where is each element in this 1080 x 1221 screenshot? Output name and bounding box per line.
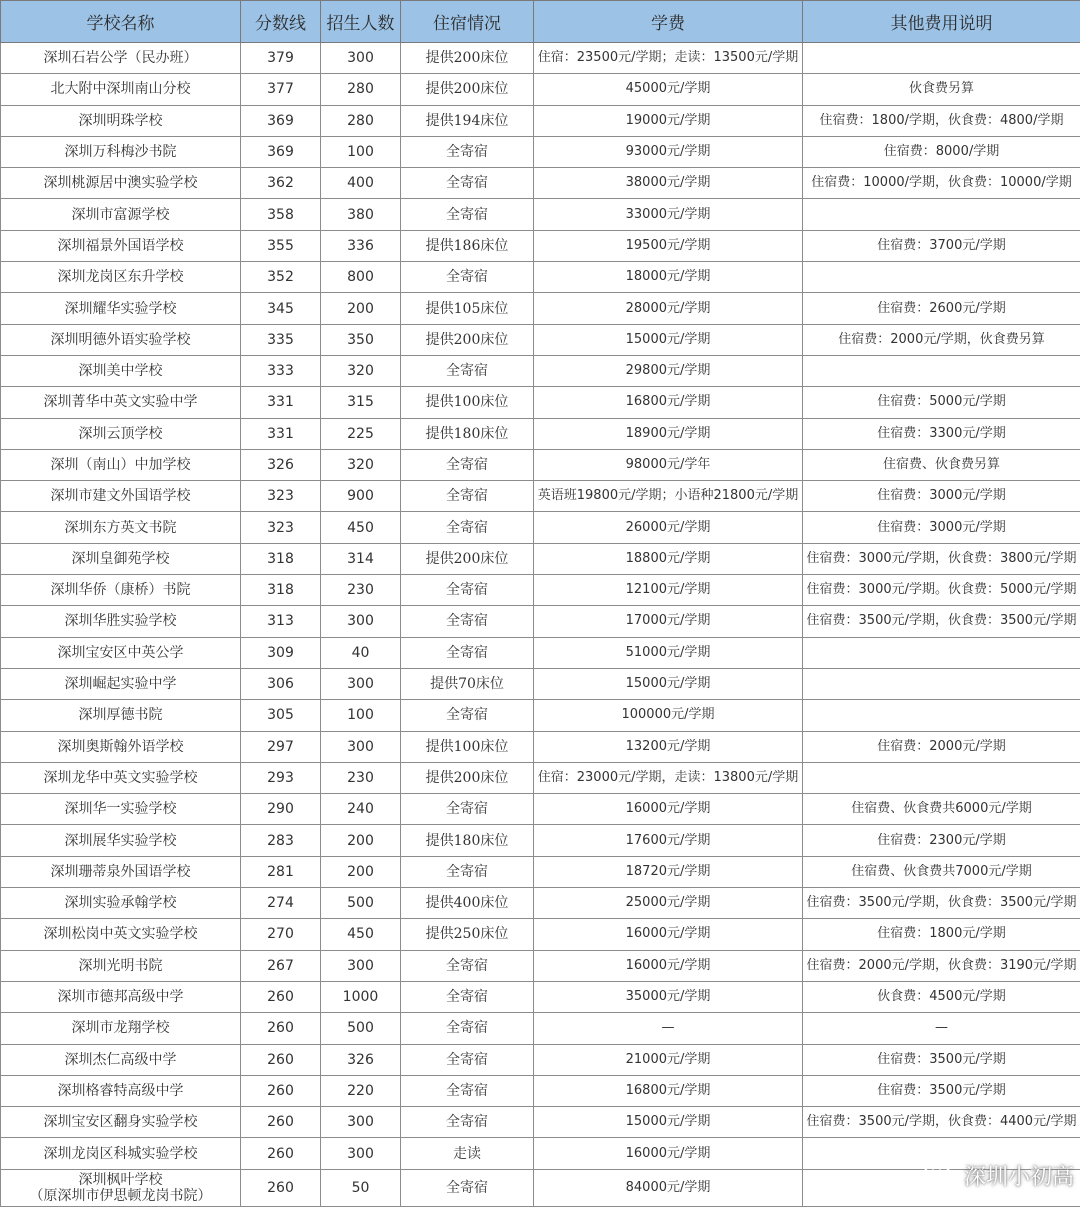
tuition-cell: 18900元/学期 [534,418,803,449]
tuition-cell: — [534,1013,803,1044]
tuition-cell: 33000元/学期 [534,199,803,230]
score-cell: 362 [241,168,321,199]
other-fees-cell: 住宿费、伙食费另算 [803,449,1080,480]
score-cell: 331 [241,387,321,418]
enrollment-cell: 200 [321,293,401,324]
tuition-cell: 英语班19800元/学期；小语种21800元/学期 [534,481,803,512]
header-enrollment: 招生人数 [321,1,401,43]
school-name-cell: 深圳杰仁高级中学 [1,1044,241,1075]
enrollment-cell: 200 [321,825,401,856]
dorm-cell: 全寄宿 [401,1169,534,1206]
tuition-cell: 16000元/学期 [534,1138,803,1169]
dorm-cell: 全寄宿 [401,606,534,637]
school-name-cell: 深圳华一实验学校 [1,794,241,825]
tuition-cell: 15000元/学期 [534,324,803,355]
table-row [1,731,1080,762]
score-cell: 323 [241,512,321,543]
table-row [1,950,1080,981]
score-cell: 369 [241,136,321,167]
table-row [1,637,1080,668]
table-row [1,543,1080,574]
enrollment-cell: 300 [321,606,401,637]
table-row [1,888,1080,919]
table-row [1,387,1080,418]
score-cell: 260 [241,1013,321,1044]
enrollment-cell: 50 [321,1169,401,1206]
enrollment-cell: 225 [321,418,401,449]
school-name-cell: 深圳实验承翰学校 [1,888,241,919]
other-fees-cell: 住宿费：1800/学期，伙食费：4800/学期 [803,105,1080,136]
dorm-cell: 全寄宿 [401,199,534,230]
table-row [1,168,1080,199]
dorm-cell: 提供180床位 [401,418,534,449]
dorm-cell: 提供180床位 [401,825,534,856]
table-row [1,1138,1080,1169]
table-row [1,199,1080,230]
table-row [1,981,1080,1012]
tuition-cell: 16800元/学期 [534,387,803,418]
school-name-cell: 深圳美中学校 [1,355,241,386]
enrollment-cell: 315 [321,387,401,418]
table-row [1,230,1080,261]
dorm-cell: 提供200床位 [401,43,534,74]
enrollment-cell: 350 [321,324,401,355]
enrollment-cell: 500 [321,1013,401,1044]
other-fees-cell [803,637,1080,668]
table-row [1,74,1080,105]
score-cell: 297 [241,731,321,762]
table-row [1,512,1080,543]
tuition-cell: 51000元/学期 [534,637,803,668]
other-fees-cell [803,668,1080,699]
tuition-cell: 15000元/学期 [534,668,803,699]
dorm-cell: 全寄宿 [401,1044,534,1075]
enrollment-cell: 40 [321,637,401,668]
school-name-cell: 深圳崛起实验中学 [1,668,241,699]
tuition-cell: 28000元/学期 [534,293,803,324]
other-fees-cell: 住宿费：2600元/学期 [803,293,1080,324]
tuition-cell: 35000元/学期 [534,981,803,1012]
tuition-cell: 21000元/学期 [534,1044,803,1075]
dorm-cell: 全寄宿 [401,355,534,386]
enrollment-cell: 300 [321,668,401,699]
dorm-cell: 提供100床位 [401,731,534,762]
other-fees-cell: 住宿费：3500元/学期，伙食费：4400元/学期 [803,1107,1080,1138]
enrollment-cell: 450 [321,512,401,543]
other-fees-cell: 住宿费：10000/学期，伙食费：10000/学期 [803,168,1080,199]
school-name-cell: 深圳万科梅沙书院 [1,136,241,167]
school-name-cell: 深圳石岩公学（民办班） [1,43,241,74]
other-fees-cell: 住宿费：3000元/学期，伙食费：3800元/学期 [803,543,1080,574]
dorm-cell: 提供250床位 [401,919,534,950]
enrollment-cell: 240 [321,794,401,825]
score-cell: 333 [241,355,321,386]
other-fees-cell: 住宿费：3500元/学期 [803,1075,1080,1106]
table-row [1,449,1080,480]
dorm-cell: 全寄宿 [401,794,534,825]
school-name-cell: 深圳奥斯翰外语学校 [1,731,241,762]
other-fees-cell: 伙食费：4500元/学期 [803,981,1080,1012]
header-score: 分数线 [241,1,321,43]
enrollment-cell: 320 [321,355,401,386]
dorm-cell: 全寄宿 [401,262,534,293]
enrollment-cell: 320 [321,449,401,480]
school-name-cell: 深圳华胜实验学校 [1,606,241,637]
other-fees-cell [803,700,1080,731]
header-row [1,1,1080,43]
dorm-cell: 全寄宿 [401,981,534,1012]
dorm-cell: 提供70床位 [401,668,534,699]
school-name-cell: 深圳龙华中英文实验学校 [1,762,241,793]
school-name-cell: 深圳福景外国语学校 [1,230,241,261]
table-row [1,1107,1080,1138]
other-fees-cell: 住宿费：3000元/学期 [803,481,1080,512]
dorm-cell: 走读 [401,1138,534,1169]
table-row [1,481,1080,512]
tuition-cell: 16000元/学期 [534,794,803,825]
tuition-cell: 45000元/学期 [534,74,803,105]
score-cell: 352 [241,262,321,293]
school-name-cell: 深圳云顶学校 [1,418,241,449]
score-cell: 260 [241,1044,321,1075]
dorm-cell: 提供200床位 [401,543,534,574]
dorm-cell: 全寄宿 [401,950,534,981]
tuition-cell: 16000元/学期 [534,950,803,981]
score-cell: 293 [241,762,321,793]
score-cell: 335 [241,324,321,355]
tuition-cell: 38000元/学期 [534,168,803,199]
dorm-cell: 全寄宿 [401,1107,534,1138]
table-row [1,825,1080,856]
other-fees-cell [803,262,1080,293]
tuition-cell: 100000元/学期 [534,700,803,731]
table-row [1,762,1080,793]
score-cell: 306 [241,668,321,699]
score-cell: 318 [241,543,321,574]
school-name-cell: 深圳格睿特高级中学 [1,1075,241,1106]
school-name-cell: 深圳展华实验学校 [1,825,241,856]
score-cell: 358 [241,199,321,230]
other-fees-cell: 住宿费：3500元/学期，伙食费：3500元/学期 [803,606,1080,637]
enrollment-cell: 230 [321,762,401,793]
watermark-text: 深圳小初高 [963,1165,1074,1190]
other-fees-cell: 住宿费、伙食费共6000元/学期 [803,794,1080,825]
enrollment-cell: 300 [321,1107,401,1138]
other-fees-cell: 住宿费：3300元/学期 [803,418,1080,449]
other-fees-cell: 住宿费：2000元/学期，伙食费另算 [803,324,1080,355]
header-other-fees: 其他费用说明 [803,1,1080,43]
enrollment-cell: 450 [321,919,401,950]
table-row [1,43,1080,74]
header-school-name: 学校名称 [1,1,241,43]
tuition-cell: 18800元/学期 [534,543,803,574]
tuition-cell: 19500元/学期 [534,230,803,261]
tuition-cell: 25000元/学期 [534,888,803,919]
school-name-cell: 深圳桃源居中澳实验学校 [1,168,241,199]
school-name-cell: 深圳珊蒂泉外国语学校 [1,856,241,887]
tuition-cell: 18000元/学期 [534,262,803,293]
dorm-cell: 提供200床位 [401,74,534,105]
dorm-cell: 提供186床位 [401,230,534,261]
tuition-cell: 住宿：23500元/学期；走读：13500元/学期 [534,43,803,74]
other-fees-cell: 伙食费另算 [803,74,1080,105]
dorm-cell: 提供194床位 [401,105,534,136]
other-fees-cell: 住宿费：1800元/学期 [803,919,1080,950]
dorm-cell: 提供200床位 [401,762,534,793]
school-name-cell: 深圳市龙翔学校 [1,1013,241,1044]
dorm-cell: 全寄宿 [401,168,534,199]
tuition-cell: 93000元/学期 [534,136,803,167]
tuition-cell: 13200元/学期 [534,731,803,762]
dorm-cell: 提供200床位 [401,324,534,355]
enrollment-cell: 326 [321,1044,401,1075]
tuition-cell: 17000元/学期 [534,606,803,637]
school-name-cell: 深圳皇御苑学校 [1,543,241,574]
enrollment-cell: 500 [321,888,401,919]
school-name-cell: 深圳宝安区翻身实验学校 [1,1107,241,1138]
other-fees-cell: 住宿费：3700元/学期 [803,230,1080,261]
table-row [1,105,1080,136]
table-row [1,794,1080,825]
other-fees-cell [803,199,1080,230]
score-cell: 274 [241,888,321,919]
dorm-cell: 全寄宿 [401,449,534,480]
table-row [1,262,1080,293]
table-row [1,136,1080,167]
enrollment-cell: 300 [321,950,401,981]
other-fees-cell: 住宿费：8000/学期 [803,136,1080,167]
enrollment-cell: 220 [321,1075,401,1106]
other-fees-cell: 住宿费：3500元/学期 [803,1044,1080,1075]
dorm-cell: 全寄宿 [401,481,534,512]
other-fees-cell [803,43,1080,74]
score-cell: 377 [241,74,321,105]
enrollment-cell: 100 [321,136,401,167]
tuition-cell: 26000元/学期 [534,512,803,543]
table-row [1,355,1080,386]
other-fees-cell: — [803,1013,1080,1044]
score-cell: 345 [241,293,321,324]
score-cell: 281 [241,856,321,887]
dorm-cell: 全寄宿 [401,637,534,668]
score-cell: 260 [241,1138,321,1169]
score-cell: 260 [241,1107,321,1138]
score-cell: 260 [241,1169,321,1206]
enrollment-cell: 400 [321,168,401,199]
other-fees-cell: 住宿费：3000元/学期。伙食费：5000元/学期 [803,575,1080,606]
tuition-cell: 29800元/学期 [534,355,803,386]
school-name-cell: 深圳耀华实验学校 [1,293,241,324]
other-fees-cell: 住宿费：3500元/学期，伙食费：3500元/学期 [803,888,1080,919]
score-cell: 313 [241,606,321,637]
score-cell: 290 [241,794,321,825]
table-row [1,293,1080,324]
school-name-cell: 深圳宝安区中英公学 [1,637,241,668]
table-row [1,1044,1080,1075]
school-name-cell: 深圳市建文外国语学校 [1,481,241,512]
score-cell: 260 [241,981,321,1012]
tuition-cell: 住宿：23000元/学期，走读：13800元/学期 [534,762,803,793]
watermark [924,1160,1074,1191]
score-cell: 379 [241,43,321,74]
header-tuition: 学费 [534,1,803,43]
score-cell: 318 [241,575,321,606]
enrollment-cell: 336 [321,230,401,261]
score-cell: 260 [241,1075,321,1106]
other-fees-cell: 住宿费：2000元/学期 [803,731,1080,762]
score-cell: 331 [241,418,321,449]
dorm-cell: 全寄宿 [401,512,534,543]
wechat-icon [924,1162,958,1190]
dorm-cell: 全寄宿 [401,856,534,887]
table-row [1,418,1080,449]
school-name-cell: 深圳市德邦高级中学 [1,981,241,1012]
table-row [1,1075,1080,1106]
header-dorm: 住宿情况 [401,1,534,43]
tuition-cell: 15000元/学期 [534,1107,803,1138]
enrollment-cell: 800 [321,262,401,293]
enrollment-cell: 300 [321,43,401,74]
tuition-cell: 17600元/学期 [534,825,803,856]
score-cell: 283 [241,825,321,856]
dorm-cell: 全寄宿 [401,1013,534,1044]
tuition-cell: 98000元/学年 [534,449,803,480]
table-row [1,606,1080,637]
dorm-cell: 提供400床位 [401,888,534,919]
school-name-cell: 深圳厚德书院 [1,700,241,731]
score-cell: 326 [241,449,321,480]
other-fees-cell: 住宿费：2000元/学期，伙食费：3190元/学期 [803,950,1080,981]
tuition-cell: 84000元/学期 [534,1169,803,1206]
dorm-cell: 全寄宿 [401,575,534,606]
tuition-cell: 18720元/学期 [534,856,803,887]
table-row [1,919,1080,950]
table-row [1,324,1080,355]
school-name-former: （原深圳市伊思顿龙岗书院） [29,1187,212,1204]
other-fees-cell: 住宿费、伙食费共7000元/学期 [803,856,1080,887]
school-name-cell: 深圳明德外语实验学校 [1,324,241,355]
enrollment-cell: 280 [321,105,401,136]
score-cell: 270 [241,919,321,950]
school-name-cell: 深圳市富源学校 [1,199,241,230]
enrollment-cell: 300 [321,1138,401,1169]
other-fees-cell [803,762,1080,793]
dorm-cell: 全寄宿 [401,700,534,731]
tuition-cell: 12100元/学期 [534,575,803,606]
dorm-cell: 提供100床位 [401,387,534,418]
school-name-main: 深圳枫叶学校 [78,1171,163,1188]
score-cell: 309 [241,637,321,668]
school-name-cell: 深圳龙岗区东升学校 [1,262,241,293]
enrollment-cell: 100 [321,700,401,731]
score-cell: 267 [241,950,321,981]
dorm-cell: 全寄宿 [401,1075,534,1106]
tuition-cell: 19000元/学期 [534,105,803,136]
score-cell: 355 [241,230,321,261]
enrollment-cell: 314 [321,543,401,574]
enrollment-cell: 280 [321,74,401,105]
school-name-cell: 深圳明珠学校 [1,105,241,136]
table-row [1,668,1080,699]
school-name-cell: 深圳光明书院 [1,950,241,981]
school-name-cell [1,1169,241,1206]
dorm-cell: 提供105床位 [401,293,534,324]
school-name-cell: 深圳松岗中英文实验学校 [1,919,241,950]
table-row [1,575,1080,606]
other-fees-cell [803,355,1080,386]
school-name-cell: 深圳龙岗区科城实验学校 [1,1138,241,1169]
table-row [1,856,1080,887]
school-name-cell: 北大附中深圳南山分校 [1,74,241,105]
table-row [1,1013,1080,1044]
other-fees-cell: 住宿费：3000元/学期 [803,512,1080,543]
tuition-cell: 16000元/学期 [534,919,803,950]
enrollment-cell: 900 [321,481,401,512]
school-name-cell: 深圳菁华中英文实验中学 [1,387,241,418]
other-fees-cell: 住宿费：5000元/学期 [803,387,1080,418]
score-cell: 323 [241,481,321,512]
enrollment-cell: 300 [321,731,401,762]
table-row [1,1169,1080,1206]
school-name-cell: 深圳东方英文书院 [1,512,241,543]
enrollment-cell: 230 [321,575,401,606]
tuition-cell: 16800元/学期 [534,1075,803,1106]
other-fees-cell: 住宿费：2300元/学期 [803,825,1080,856]
enrollment-cell: 380 [321,199,401,230]
score-cell: 305 [241,700,321,731]
enrollment-cell: 200 [321,856,401,887]
enrollment-cell: 1000 [321,981,401,1012]
score-cell: 369 [241,105,321,136]
school-name-cell: 深圳（南山）中加学校 [1,449,241,480]
dorm-cell: 全寄宿 [401,136,534,167]
table-row [1,700,1080,731]
school-name-cell: 深圳华侨（康桥）书院 [1,575,241,606]
